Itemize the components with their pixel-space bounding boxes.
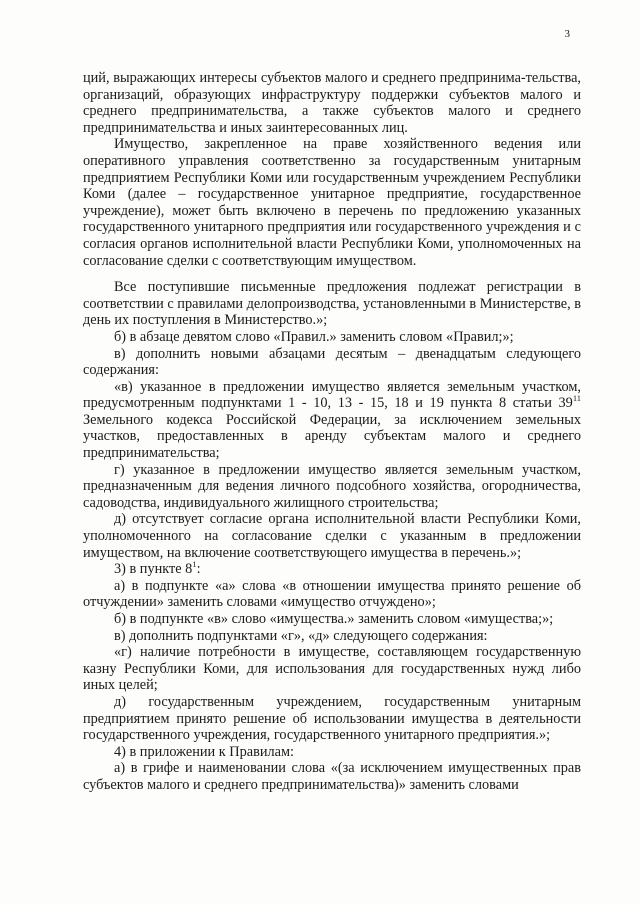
paragraph: Все поступившие письменные предложения подлежат регистрации в соответствии с правилами делопроизводства, установленными в Министерстве, в день их поступления в Министерство.»; <box>83 279 581 329</box>
paragraph: «г) наличие потребности в имуществе, составляющем государственную казну Республики Коми, для использования для государственных нужд либо иных целей; <box>83 644 581 694</box>
paragraph: д) государственным учреждением, государственным унитарным предприятием принято решение об использовании имущества в деятельности государственного учреждения, государственного унитарного предприятия.»; <box>83 693 581 744</box>
paragraph: а) в грифе и наименовании слова «(за исключением имущественных прав субъектов малого и среднего предпринимательства)» заменить словами <box>83 760 581 793</box>
paragraph: ций, выражающих интересы субъектов малого и среднего предпринима-тельства, организаций, образующих инфраструктуру поддержки субъектов малого и среднего предпринимательства, а также субъектов малого и среднего предпринимательства и иных заинтересованных лиц. <box>83 70 581 136</box>
paragraph-text: : <box>196 561 201 578</box>
page-number: 3 <box>564 28 570 40</box>
superscript: 11 <box>572 393 581 404</box>
paragraph: 4) в приложении к Правилам: <box>114 743 294 760</box>
paragraph: Имущество, закрепленное на праве хозяйственного ведения или оперативного управления соответственно за государственным унитарным предприятием Республики Коми или государственным учреждением Республики Коми (далее – государственное унитарное предприятие, государственное учреждение), может быть включено в перечень по предложению указанных государственного унитарного предприятия или государственного учреждения и с согласия органов исполнительной власти Республики Коми, уполномоченных на согласование сделки с соответствующим имуществом. <box>83 136 581 269</box>
paragraph <box>83 561 581 578</box>
paragraph-text: 3) в пункте 8 <box>114 561 193 578</box>
paragraph: в) дополнить новыми абзацами десятым – двенадцатым следующего содержания: <box>83 345 581 379</box>
paragraph-text: Земельного кодекса Российской Федерации, за исключением земельных участков, предоставленных в аренду субъектам малого и среднего предпринимательства; <box>83 411 581 462</box>
paragraph: д) отсутствует согласие органа исполнительной власти Республики Коми, уполномоченного на согласование сделки с указанным в предложении имуществом, на включение соответствующего имущества в перечень.»; <box>83 511 581 561</box>
paragraph-text: «в) указанное в предложении имущество является земельным участком, предусмотренным подпунктами 1 - 10, 13 - 15, 18 и 19 пункта 8 статьи 39 <box>83 378 581 412</box>
paragraph: в) дополнить подпунктами «г», «д» следующего содержания: <box>114 627 488 644</box>
document-body <box>83 70 581 794</box>
paragraph: а) в подпункте «а» слова «в отношении имущества принято решение об отчуждении» заменить словами «имущество отчуждено»; <box>83 577 581 611</box>
paragraph: г) указанное в предложении имущество является земельным участком, предназначенным для ведения личного подсобного хозяйства, огородничества, садоводства, индивидуального жилищного строительства; <box>83 461 581 511</box>
paragraph: б) в подпункте «в» слово «имущества.» заменить словом «имущества;»; <box>114 611 554 627</box>
paragraph: б) в абзаце девятом слово «Правил.» заменить словом «Правил;»; <box>114 328 514 345</box>
superscript: 1 <box>192 559 197 570</box>
paragraph <box>83 379 581 462</box>
